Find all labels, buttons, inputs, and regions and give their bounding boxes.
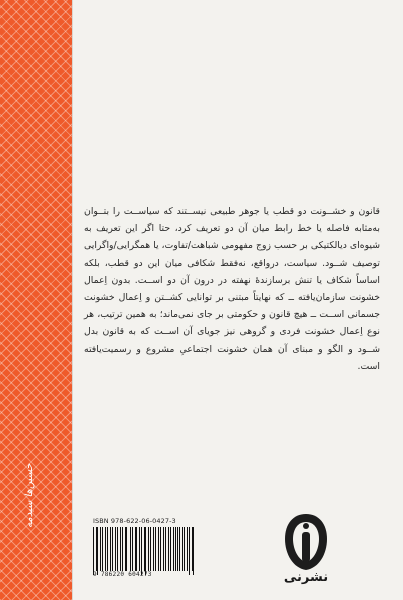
barcode-bar xyxy=(126,527,127,571)
spine-divider xyxy=(72,0,73,600)
publisher-name: نشرنی xyxy=(283,570,329,585)
barcode-bar xyxy=(179,527,180,571)
barcode-bars xyxy=(93,527,196,575)
barcode-bar xyxy=(173,527,174,571)
barcode-bar xyxy=(168,527,169,571)
barcode xyxy=(93,517,196,584)
isbn-label: ISBN 978-622-06-0427-3 xyxy=(93,517,176,525)
barcode-bar xyxy=(107,527,108,571)
spine-signature: حسین‌ها سیدمه xyxy=(24,463,35,528)
barcode-bar xyxy=(158,527,159,571)
blurb-text xyxy=(84,203,380,375)
barcode-bar xyxy=(136,527,137,571)
barcode-digits: 9 786220 604273 xyxy=(93,571,152,578)
barcode-bar xyxy=(120,527,121,571)
barcode-bar xyxy=(150,527,151,571)
barcode-bar xyxy=(100,527,101,571)
barcode-bar xyxy=(112,527,113,571)
blurb-paragraph: قانون و خشــونت دو قطب یا جوهر طبیعی نیســتند که سیاســت را بتــوان به‌مثابه فاصله یا خط رابط میان آن دو تعریف کرد، حتا اگر این تعریف به شیوه‌ای دیالکتیکی بر حسب زوج مفهومی شباهت/تفاوت، یا همگرایی/واگرایی توصیف شــود. سیاست، درواقع، نه‌فقط شکافی میان این دو قطب، بلکه اساساً شکاف یا تنش برسازندهٔ نهفته در درون آن دو اســت. بدون اِعمال خشونت سازمان‌یافته ــ که نهایتاً مبتنی بر توانایی کشــتن و اِعمال خشونت جسمانی اســت ــ هیچ قانون و حکومتی بر جای نمی‌ماند؛ به همین ترتیب، هر نوع اِعمال خشونت فردی و گروهی نیز جویای آن اســت که به قانون بدل شــود و الگو و مبنای آن همان خشونت اجتماعیِ مشروع و رسمیت‌یافته است. xyxy=(84,206,380,372)
barcode-bar xyxy=(160,527,161,571)
barcode-bar xyxy=(130,527,131,571)
barcode-bar xyxy=(187,527,188,571)
publisher-logo-icon xyxy=(283,512,329,572)
